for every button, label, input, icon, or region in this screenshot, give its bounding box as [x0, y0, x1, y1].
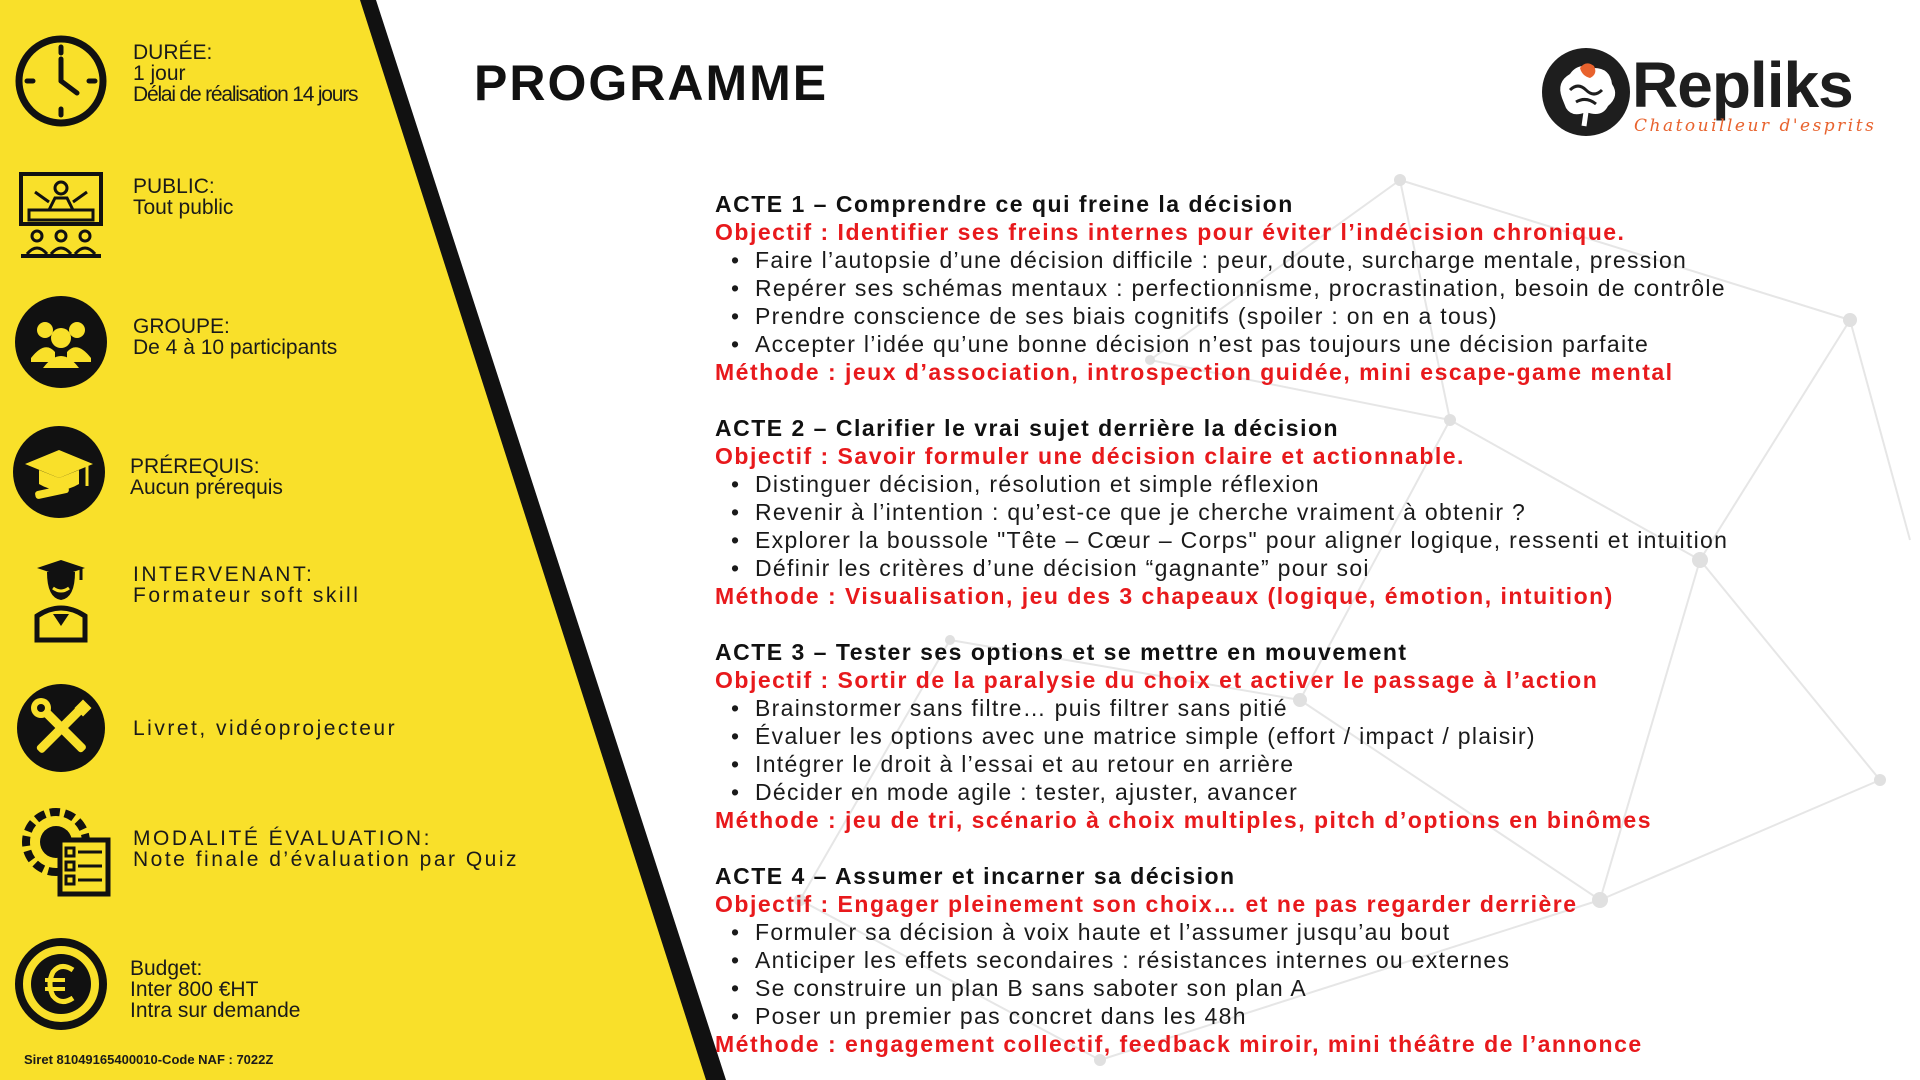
public-text: PUBLIC: Tout public: [133, 175, 234, 219]
acte-method: Méthode : Visualisation, jeu des 3 chapeaux (logique, émotion, intuition): [715, 583, 1614, 609]
sidebar-item-prerequisites: [0, 426, 620, 536]
sidebar-item-materials: [0, 680, 620, 790]
trainer-text: INTERVENANT: Formateur soft skill: [133, 563, 361, 607]
acte-title: ACTE 3 – Tester ses options et se mettre en mouvement: [715, 639, 1408, 665]
evaluation-icon: [20, 806, 112, 898]
tools-icon: [15, 682, 107, 774]
brain-logo-icon: [1540, 46, 1632, 138]
acte-objective: Objectif : Identifier ses freins internes pour éviter l’indécision chronique.: [715, 219, 1626, 245]
duration-text: DURÉE: 1 jour Délai de réalisation 14 jours: [133, 41, 358, 106]
group-icon: [15, 296, 107, 388]
acte-title: ACTE 1 – Comprendre ce qui freine la décision: [715, 191, 1294, 217]
acte-method: Méthode : engagement collectif, feedback miroir, mini théâtre de l’annonce: [715, 1031, 1643, 1057]
list-item: • Distinguer décision, résolution et simple réflexion: [731, 471, 1320, 497]
sidebar-item-trainer: [0, 554, 620, 664]
clock-icon: [15, 35, 107, 127]
list-item: • Accepter l’idée qu’une bonne décision n’est pas toujours une décision parfaite: [731, 331, 1650, 357]
list-item: • Prendre conscience de ses biais cognitifs (spoiler : on en a tous): [731, 303, 1498, 329]
sidebar-item-evaluation: [0, 806, 620, 916]
list-item: • Évaluer les options avec une matrice simple (effort / impact / plaisir): [731, 723, 1536, 749]
graduation-cap-icon: [13, 426, 105, 518]
acte-objective: Objectif : Engager pleinement son choix… et ne pas regarder derrière: [715, 891, 1578, 917]
acte-3: [715, 638, 1905, 834]
acte-method: Méthode : jeu de tri, scénario à choix multiples, pitch d’options en binômes: [715, 807, 1653, 833]
acte-4: [715, 862, 1905, 1058]
sidebar-item-public: [0, 170, 620, 280]
list-item: • Intégrer le droit à l’essai et au retour en arrière: [731, 751, 1295, 777]
acte-method: Méthode : jeux d’association, introspection guidée, mini escape-game mental: [715, 359, 1674, 385]
list-item: • Faire l’autopsie d’une décision difficile : peur, doute, surcharge mentale, pression: [731, 247, 1688, 273]
materials-text: Livret, vidéoprojecteur: [133, 717, 398, 740]
repliks-logo: [1540, 46, 1877, 146]
group-text: GROUPE: De 4 à 10 participants: [133, 315, 338, 359]
list-item: • Brainstormer sans filtre… puis filtrer sans pitié: [731, 695, 1288, 721]
acte-1: [715, 190, 1905, 386]
trainer-icon: [15, 554, 107, 646]
budget-text: Budget: Inter 800 €HT Intra sur demande: [130, 957, 301, 1022]
audience-icon: [15, 170, 107, 262]
acte-title: ACTE 2 – Clarifier le vrai sujet derrière la décision: [715, 415, 1340, 441]
page-title: PROGRAMME: [474, 55, 829, 111]
list-item: • Explorer la boussole "Tête – Cœur – Corps" pour aligner logique, ressenti et intuition: [731, 527, 1729, 553]
siret-text: Siret 81049165400010-Code NAF : 7022Z: [24, 1052, 274, 1067]
acte-title: ACTE 4 – Assumer et incarner sa décision: [715, 863, 1236, 889]
acte-objective: Objectif : Savoir formuler une décision claire et actionnable.: [715, 443, 1465, 469]
sidebar-item-budget: [0, 936, 620, 1046]
list-item: • Anticiper les effets secondaires : résistances internes ou externes: [731, 947, 1511, 973]
evaluation-text: MODALITÉ ÉVALUATION: Note finale d’évaluation par Quiz: [133, 827, 520, 871]
program-content: [715, 190, 1905, 1080]
list-item: • Formuler sa décision à voix haute et l’assumer jusqu’au bout: [731, 919, 1451, 945]
list-item: • Se construire un plan B sans saboter son plan A: [731, 975, 1308, 1001]
list-item: • Poser un premier pas concret dans les 48h: [731, 1003, 1247, 1029]
acte-2: [715, 414, 1905, 610]
euro-icon: [15, 938, 107, 1030]
list-item: • Revenir à l’intention : qu’est-ce que je cherche vraiment à obtenir ?: [731, 499, 1527, 525]
sidebar-item-group: [0, 296, 620, 406]
list-item: • Repérer ses schémas mentaux : perfectionnisme, procrastination, besoin de contrôle: [731, 275, 1726, 301]
list-item: • Décider en mode agile : tester, ajuster, avancer: [731, 779, 1299, 805]
prerequisites-text: PRÉREQUIS: Aucun prérequis: [130, 455, 283, 499]
acte-objective: Objectif : Sortir de la paralysie du choix et activer le passage à l’action: [715, 667, 1599, 693]
logo-wordmark: Repliks: [1632, 49, 1853, 121]
logo-tagline: Chatouilleur d'esprits: [1634, 116, 1877, 136]
list-item: • Définir les critères d’une décision “gagnante” pour soi: [731, 555, 1370, 581]
